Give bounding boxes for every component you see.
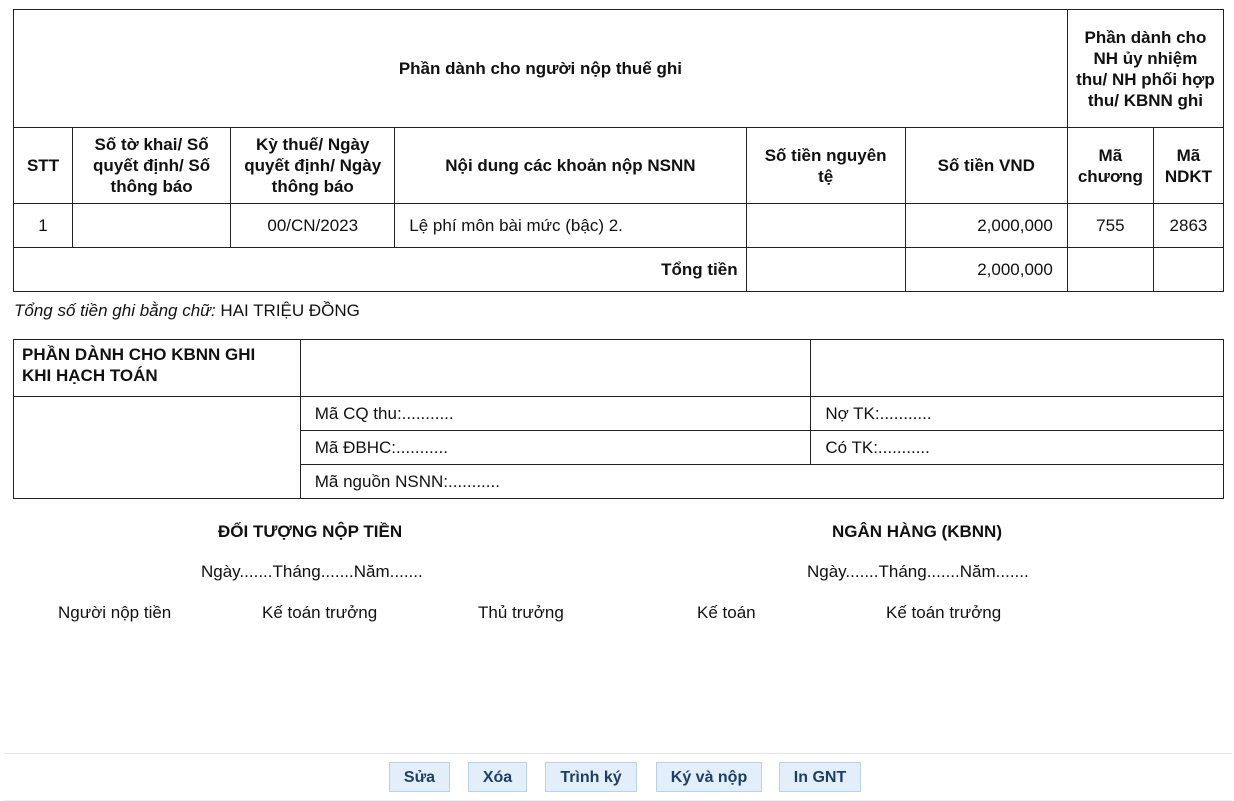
co-tk: Có TK:........... xyxy=(811,431,1224,465)
payer-title: ĐỐI TƯỢNG NỘP TIỀN xyxy=(218,522,403,541)
kbnn-empty-cell xyxy=(300,340,811,397)
cell-so-tien-vnd: 2,000,000 xyxy=(905,204,1067,248)
col-stt: STT xyxy=(14,128,73,204)
sign-and-submit-button[interactable]: Ký và nộp xyxy=(656,762,762,792)
kbnn-title-line2: KHI HẠCH TOÁN xyxy=(22,366,158,385)
action-toolbar xyxy=(4,753,1232,801)
ma-cq-thu: Mã CQ thu:........... xyxy=(300,397,811,431)
sig-ke-toan-truong: Kế toán trưởng xyxy=(262,603,378,622)
submit-for-signing-button[interactable]: Trình ký xyxy=(545,762,637,792)
kbnn-empty-cell xyxy=(811,340,1224,397)
bank-date: Ngày.......Tháng.......Năm....... xyxy=(807,562,1029,581)
ma-nguon-nsnn: Mã nguồn NSNN:........... xyxy=(300,465,1223,499)
total-label: Tổng tiền xyxy=(14,248,747,292)
cell-ma-ndkt: 2863 xyxy=(1153,204,1223,248)
total-ma-ndkt xyxy=(1153,248,1223,292)
kbnn-title xyxy=(14,340,301,397)
bank-section-header: Phần dành cho NH ủy nhiệm thu/ NH phối hợp thu/ KBNN ghi xyxy=(1067,10,1223,128)
cell-so-to-khai xyxy=(73,204,231,248)
col-ky-thue: Kỳ thuế/ Ngày quyết định/ Ngày thông báo xyxy=(231,128,395,204)
payment-table xyxy=(13,9,1224,292)
col-so-to-khai: Số tờ khai/ Số quyết định/ Số thông báo xyxy=(73,128,231,204)
cell-ma-chuong: 755 xyxy=(1067,204,1153,248)
delete-button[interactable]: Xóa xyxy=(468,762,527,792)
col-so-tien-nguyen-te: Số tiền nguyên tệ xyxy=(746,128,905,204)
sig-nguoi-nop-tien: Người nộp tiền xyxy=(58,603,172,622)
no-tk: Nợ TK:........... xyxy=(811,397,1224,431)
sig-thu-truong: Thủ trưởng xyxy=(478,603,564,622)
kbnn-title-line1: PHẦN DÀNH CHO KBNN GHI xyxy=(22,345,256,364)
sig-ke-toan: Kế toán xyxy=(697,603,756,622)
bank-title: NGÂN HÀNG (KBNN) xyxy=(832,522,1002,541)
col-ma-ndkt: Mã NDKT xyxy=(1153,128,1223,204)
amount-words-label: Tổng số tiền ghi bằng chữ: xyxy=(14,301,216,320)
payer-date: Ngày.......Tháng.......Năm....... xyxy=(201,562,423,581)
edit-button[interactable]: Sửa xyxy=(389,762,450,792)
col-ma-chuong: Mã chương xyxy=(1067,128,1153,204)
cell-ky-thue: 00/CN/2023 xyxy=(231,204,395,248)
total-vnd: 2,000,000 xyxy=(905,248,1067,292)
amount-in-words xyxy=(14,301,360,321)
kbnn-empty-cell xyxy=(14,397,301,499)
ma-dbhc: Mã ĐBHC:........... xyxy=(300,431,811,465)
kbnn-table xyxy=(13,339,1224,499)
total-ma-chuong xyxy=(1067,248,1153,292)
col-noi-dung: Nội dung các khoản nộp NSNN xyxy=(395,128,746,204)
table-row xyxy=(14,204,1224,248)
col-so-tien-vnd: Số tiền VND xyxy=(905,128,1067,204)
cell-so-tien-nguyen-te xyxy=(746,204,905,248)
total-nguyen-te xyxy=(746,248,905,292)
sig-ke-toan-truong-bank: Kế toán trưởng xyxy=(886,603,1002,622)
total-row xyxy=(14,248,1224,292)
print-gnt-button[interactable]: In GNT xyxy=(779,762,861,792)
taxpayer-section-header: Phần dành cho người nộp thuế ghi xyxy=(14,10,1068,128)
amount-words-value: HAI TRIỆU ĐỒNG xyxy=(220,301,360,320)
cell-noi-dung: Lệ phí môn bài mức (bậc) 2. xyxy=(395,204,746,248)
cell-stt: 1 xyxy=(14,204,73,248)
